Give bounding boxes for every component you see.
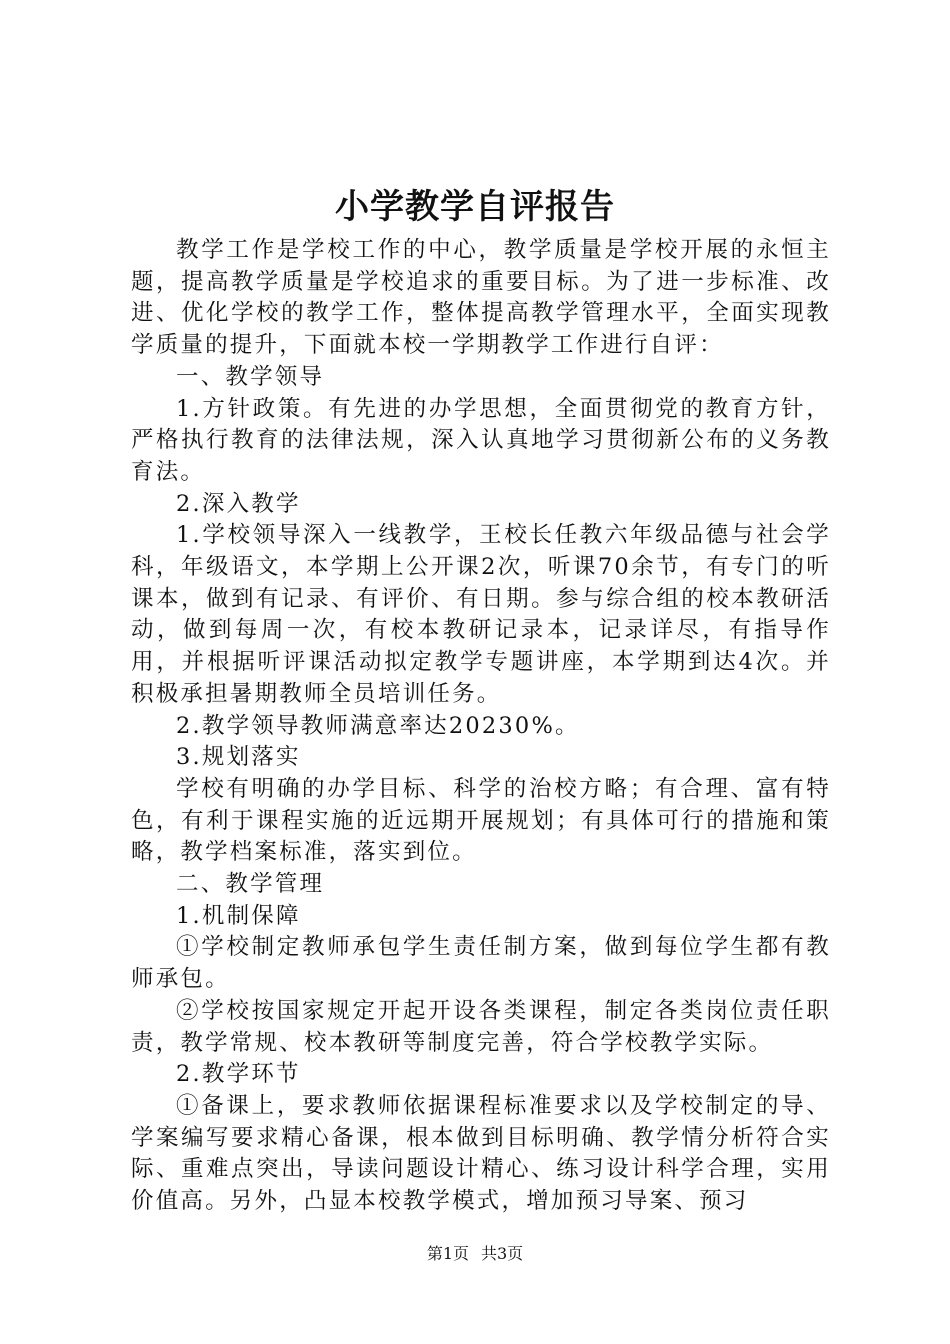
body-paragraph: ①备课上，要求教师依据课程标准要求以及学校制定的导、学案编写要求精心备课，根本做到目标明确、教学情分析符合实际、重难点突出，导读问题设计精心、练习设计科学合理，实用价值高。另外，凸显本校教学模式，增加预习导案、预习 [131, 1092, 831, 1215]
page-number: 第1页 [426, 1244, 469, 1263]
body-paragraph: 2.教学领导教师满意率达20230%。 [176, 712, 580, 739]
subsection-heading: 2.深入教学 [176, 490, 301, 517]
page-total: 共3页 [481, 1244, 524, 1263]
body-paragraph: 1.学校领导深入一线教学，王校长任教六年级品德与社会学科，年级语文，本学期上公开课2次，听课70余节，有专门的听课本，做到有记录、有评价、有日期。参与综合组的校本教研活动，做到每周一次，有校本教研记录本，记录详尽，有指导作用，并根据听评课活动拟定教学专题讲座，本学期到达4次。并积极承担暑期教师全员培训任务。 [131, 522, 831, 707]
page-footer [0, 1243, 950, 1265]
body-paragraph: ①学校制定教师承包学生责任制方案，做到每位学生都有教师承包。 [131, 934, 831, 993]
body-paragraph: 1.方针政策。有先进的办学思想，全面贯彻党的教育方针，严格执行教育的法律法规，深入认真地学习贯彻新公布的义务教育法。 [131, 395, 831, 485]
section-heading: 二、教学管理 [176, 871, 325, 898]
intro-paragraph: 教学工作是学校工作的中心，教学质量是学校开展的永恒主题，提高教学质量是学校追求的重要目标。为了进一步标准、改进、优化学校的教学工作，整体提高教学管理水平，全面实现教学质量的提升，下面就本校一学期教学工作进行自评： [131, 237, 831, 359]
document-title: 小学教学自评报告 [335, 187, 615, 227]
body-paragraph: 学校有明确的办学目标、科学的治校方略；有合理、富有特色，有利于课程实施的近远期开展规划；有具体可行的措施和策略，教学档案标准，落实到位。 [131, 775, 831, 866]
section-heading: 一、教学领导 [176, 363, 325, 390]
subsection-heading: 2.教学环节 [176, 1061, 301, 1088]
body-paragraph: ②学校按国家规定开起开设各类课程，制定各类岗位责任职责，教学常规、校本教研等制度完善，符合学校教学实际。 [131, 997, 831, 1056]
subsection-heading: 3.规划落实 [176, 744, 301, 771]
document-body [131, 235, 831, 1218]
subsection-heading: 1.机制保障 [176, 902, 301, 929]
